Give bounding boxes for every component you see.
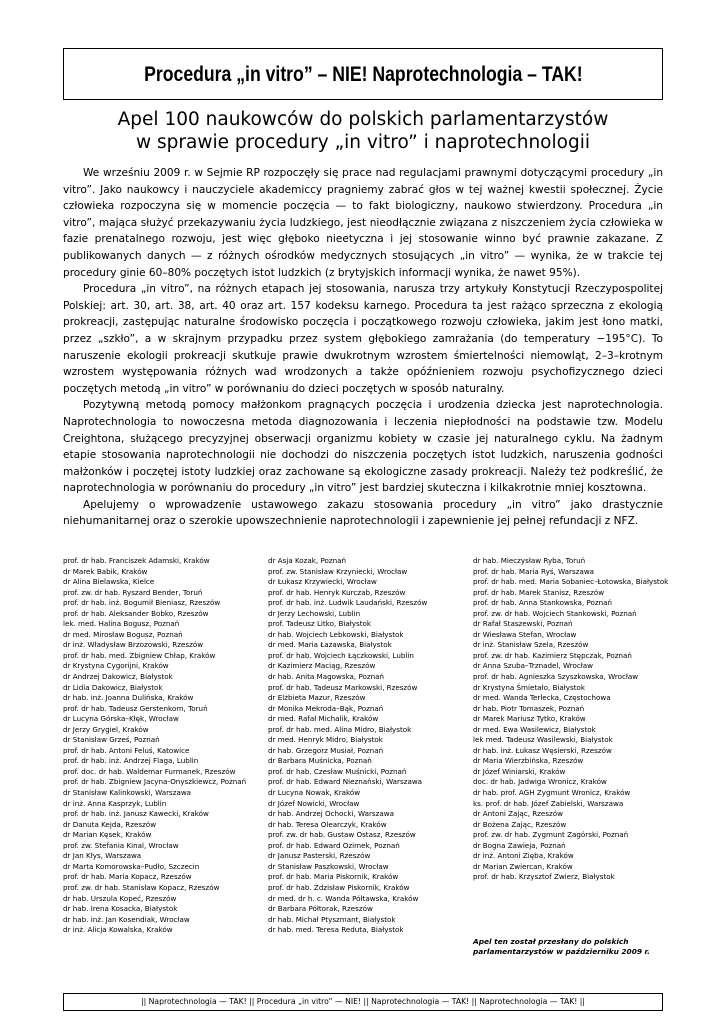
signatory: prof. dr hab. inż. Andrzej Flaga, Lublin bbox=[63, 756, 199, 766]
signatory: dr hab. Teresa Olearczyk, Kraków bbox=[268, 819, 387, 829]
signatory: dr hab. med. Teresa Reduta, Białystok bbox=[268, 925, 404, 935]
signatory: dr med. Ewa Wasilewicz, Białystok bbox=[473, 724, 596, 734]
paragraph: We wrześniu 2009 r. w Sejmie RP rozpoczęły się prace nad regulacjami prawnymi dotyczącymi procedury „in vitro”. Jako naukowcy i nauczyciele akademiccy pragniemy zabrać głos w tej ważnej kwestii społecznej. Życie człowieka rozpoczyna się w momencie poczęcia — to fakt biologiczny, naukowo stwierdzony. Procedura „in vitro”, mająca służyć przekazywaniu życia ludzkiego, jest nieodłącznie związana z niszczeniem życia człowieka w fazie prenatalnego rozwoju, jest więc głęboko nieetyczna i jej stosowanie winno być prawnie zakazane. Z publikowanych danych — z różnych ośrodków medycznych stosujących „in vitro” — wynika, że w trakcie tej procedury ginie 60–80% poczętych istot ludzkich (z brytyjskich informacji wynika, że nawet 95%). bbox=[63, 167, 663, 279]
signatory: dr Józef Winiarski, Kraków bbox=[473, 766, 566, 776]
signatory: prof. dr hab. Tadeusz Markowski, Rzeszów bbox=[268, 682, 418, 692]
signatory: dr inż. Alicja Kowalska, Kraków bbox=[63, 925, 173, 935]
signatory: dr Krystyna Cygorijni, Kraków bbox=[63, 661, 169, 671]
signatory: dr Stanisław Paszkowski, Wrocław bbox=[268, 861, 389, 871]
footer-bar: || Naprotechnologia — TAK! || Procedura „in vitro” — NIE! || Naprotechnologia — TAK! || Naprotechnologia — TAK! || bbox=[63, 993, 663, 1011]
signatory: dr Jerzy Lechowski, Lublin bbox=[268, 608, 361, 618]
signatory: prof. dr hab. Franciszek Adamski, Kraków bbox=[63, 556, 210, 565]
paragraph: Apelujemy o wprowadzenie ustawowego zakazu stosowania procedury „in vitro” jako drastycznie niehumanitarnej oraz o szerokie upowszechnienie naprotechnologii i zapewnienie jej pełnej refundacji z NFZ. bbox=[63, 498, 663, 528]
signatories-column-1 bbox=[63, 556, 263, 936]
signatory: prof. zw. dr hab. Stanisław Kopacz, Rzeszów bbox=[63, 882, 220, 892]
signatory: dr med. Maria Łazawska, Białystok bbox=[268, 640, 392, 650]
signatory: dr hab. Wojciech Lebkowski, Białystok bbox=[268, 629, 404, 639]
signatory: dr Wiesława Stefan, Wrocław bbox=[473, 629, 577, 639]
signatory: dr Łukasz Krzywiecki, Wrocław bbox=[268, 577, 377, 587]
signatory: dr hab. Andrzej Ochocki, Warszawa bbox=[268, 809, 394, 819]
page-title bbox=[63, 108, 663, 154]
signatory: prof. zw. dr hab. Ryszard Bender, Toruń bbox=[63, 587, 203, 597]
signatory: dr Marian Kęsek, Kraków bbox=[63, 830, 152, 840]
signatory: dr Lidia Dakowicz, Białystok bbox=[63, 682, 163, 692]
signatory: dr Stanisław Kalinkowski, Warszawa bbox=[63, 788, 192, 798]
signatory: dr hab. inż. Jan Kosendiak, Wrocław bbox=[63, 914, 190, 924]
signatory: dr Monika Mekroda–Bąk, Poznań bbox=[268, 703, 384, 713]
signatory: dr hab. Michał Ptyszmant, Białystok bbox=[268, 914, 396, 924]
signatory: dr Maria Wierzbińska, Rzeszów bbox=[473, 756, 584, 766]
signatory: dr Marta Komorowska–Pudło, Szczecin bbox=[63, 861, 200, 871]
signatory: ks. prof. dr hab. Józef Zabielski, Warszawa bbox=[473, 798, 624, 808]
signatory: prof. dr hab. inż. Bogumił Bieniasz, Rzeszów bbox=[63, 598, 221, 608]
signatory: dr Marek Babik, Kraków bbox=[63, 566, 148, 576]
signatory: dr hab. Urszula Kopeć, Rzeszów bbox=[63, 893, 177, 903]
signatory: prof. dr hab. med. Alina Midro, Białystok bbox=[268, 724, 412, 734]
signatory: dr Antoni Zając, Rzeszów bbox=[473, 809, 563, 819]
signatory: prof. dr hab. Maria Piskornik, Kraków bbox=[268, 872, 399, 882]
signatory: dr hab. inż. Łukasz Węsierski, Rzeszów bbox=[473, 745, 612, 755]
paragraph: Pozytywną metodą pomocy małżonkom pragnących poczęcia i urodzenia dziecka jest naprotechnologia. Naprotechnologia to nowoczesna metoda diagnozowania i leczenia niepłodności na podstawie tzw. Modelu Creightona, służącego precyzyjnej obserwacji organizmu kobiety w czasie jej naturalnego cyklu. Na żadnym etapie stosowania naprotechnologii nie dochodzi do niszczenia poczętych istot ludzkich, naruszenia godności małżonków i poczętej istoty ludzkiej oraz zachowane są ekologiczne zasady prokreacji. Należy też podkreślić, że naprotechnologia w porównaniu do procedury „in vitro” jest bardziej skuteczna i kilkakrotnie mniej kosztowna. bbox=[63, 399, 663, 495]
signatory: prof. dr hab. Zbigniew Jacyna-Onyszkiewcz, Poznań bbox=[63, 777, 247, 787]
signatory: lek med. Tadeusz Wasilewski, Białystok bbox=[473, 735, 613, 745]
signatory: dr inż. Stanisław Szela, Rzeszów bbox=[473, 640, 589, 650]
signatory: prof. dr hab. Agnieszka Szyszkowska, Wrocław bbox=[473, 672, 639, 682]
signatory: dr hab. Anita Magowska, Poznań bbox=[268, 672, 385, 682]
signatory: dr Janusz Pasterski, Rzeszów bbox=[268, 851, 371, 861]
signatory: dr med. dr h. c. Wanda Półtawska, Kraków bbox=[268, 893, 419, 903]
signatory: prof. dr hab. Wojciech Łączkowski, Lublin bbox=[268, 650, 414, 660]
signatory: prof. Tadeusz Litko, Białystok bbox=[268, 619, 372, 629]
signatory: prof. dr hab. Czesław Muśnicki, Poznań bbox=[268, 766, 407, 776]
signatory: prof. dr hab. Aleksander Bobko, Rzeszów bbox=[63, 608, 209, 618]
signatory: dr Danuta Kejda, Rzeszów bbox=[63, 819, 157, 829]
signatory: dr Marian Zwiercan, Kraków bbox=[473, 861, 573, 871]
signatory: prof. dr hab. Krzysztof Zwierz, Białystok bbox=[473, 872, 615, 882]
signatory: prof. zw. dr hab. Kazimierz Stępczak, Poznań bbox=[473, 650, 632, 660]
title-line-2: w sprawie procedury „in vitro” i naprotechnologii bbox=[136, 132, 590, 153]
signatories bbox=[63, 556, 669, 980]
signatory: dr Asja Kozak, Poznań bbox=[268, 556, 347, 565]
signatory: dr Barbara Muśnicka, Poznań bbox=[268, 756, 372, 766]
signatory: prof. dr hab. med. Maria Sobaniec–Łotowska, Białystok bbox=[473, 577, 669, 587]
signatory: prof. dr hab. Tadeusz Gerstenkorn, Toruń bbox=[63, 703, 208, 713]
signatory: prof. zw. dr hab. Zygmunt Zagórski, Poznań bbox=[473, 830, 629, 840]
signatory: prof. dr hab. med. Zbigniew Chłap, Kraków bbox=[63, 650, 216, 660]
signatory: dr med. Henryk Midro, Białystok bbox=[268, 735, 383, 745]
sent-note: Apel ten został przesłany do polskich parlamentarzystów w październiku 2009 r. bbox=[473, 937, 650, 956]
paragraph: Procedura „in vitro”, na różnych etapach jej stosowania, narusza trzy artykuły Konstytucji Rzeczypospolitej Polskiej: art. 30, art. 38, art. 40 oraz art. 157 kodeksu karnego. Procedura ta jest rażąco sprzeczna z ekologią prokreacji, zastępując naturalne środowisko poczęcia i początkowego rozwoju człowieka, jakim jest łono matki, przez „szkło”, a w skrajnym przypadku przez system głębokiego zamrażania (do temperatury −195°C). To naruszenie ekologii prokreacji skutkuje prawie dwukrotnym wzrostem śmiertelności niemowląt, 2–3–krotnym wzrostem występowania różnych wad wrodzonych a także opóźnieniem rozwoju psychofizycznego dzieci poczętych metodą „in vitro” w porównaniu do dzieci poczętych w sposób naturalny. bbox=[63, 283, 663, 395]
header-box bbox=[63, 48, 663, 100]
signatory: prof. zw. Stanisław Krzyniecki, Wrocław bbox=[268, 566, 408, 576]
signatory: dr Bogna Zawieja, Poznań bbox=[473, 840, 566, 850]
signatories-column-2 bbox=[268, 556, 468, 936]
signatory: dr hab. inż. Joanna Dulińska, Kraków bbox=[63, 693, 194, 703]
signatory: prof. dr hab. Anna Stankowska, Poznań bbox=[473, 598, 613, 608]
signatory: prof. dr hab. Antoni Feluś, Katowice bbox=[63, 745, 190, 755]
signatory: dr inż. Antoni Zięba, Kraków bbox=[473, 851, 574, 861]
signatory: dr Stanisław Grześ, Poznań bbox=[63, 735, 160, 745]
signatory: prof. dr hab. inż. Janusz Kawecki, Kraków bbox=[63, 809, 209, 819]
header-title: Procedura „in vitro” – NIE! Naprotechnologia – TAK! bbox=[143, 61, 583, 86]
signatory: prof. dr hab. Henryk Kurczab, Rzeszów bbox=[268, 587, 406, 597]
signatory: prof. dr hab. Zdzisław Piskornik, Kraków bbox=[268, 882, 410, 892]
signatory: dr Józef Nowicki, Wrocław bbox=[268, 798, 360, 808]
signatory: dr Lucyna Górska–Kłęk, Wrocław bbox=[63, 714, 179, 724]
signatory: dr med. Wanda Terlecka, Częstochowa bbox=[473, 693, 611, 703]
signatory: prof. dr hab. Marek Stanisz, Rzeszów bbox=[473, 587, 605, 597]
signatory: dr Kazimierz Maciąg, Rzeszów bbox=[268, 661, 376, 671]
signatory: dr Bożena Zając, Rzeszów bbox=[473, 819, 567, 829]
signatory: dr Rafał Staszewski, Poznań bbox=[473, 619, 573, 629]
signatory: prof. dr hab. Edward Ozimek, Poznań bbox=[268, 840, 400, 850]
signatory: dr Krystyna Śmietało, Białystok bbox=[473, 682, 586, 692]
signatory: prof. zw. dr hab. Wojciech Stankowski, Poznań bbox=[473, 608, 637, 618]
signatory: dr Alina Bielawska, Kielce bbox=[63, 577, 155, 587]
appeal-body bbox=[63, 165, 663, 530]
signatory: dr Anna Szuba–Trznadel, Wrocław bbox=[473, 661, 594, 671]
signatory: dr Andrzej Dakowicz, Białystok bbox=[63, 672, 173, 682]
signatory: dr Marek Mariusz Tytko, Kraków bbox=[473, 714, 586, 724]
signatory: prof. dr hab. Maria Kopacz, Rzeszów bbox=[63, 872, 192, 882]
signatory: lek. med. Halina Bogusz, Poznań bbox=[63, 619, 180, 629]
signatory: prof. zw. Stefania Kinal, Wrocław bbox=[63, 840, 179, 850]
signatory: prof. dr hab. Maria Ryś, Warszawa bbox=[473, 566, 595, 576]
signatory: dr inż. Władysław Brzozowski, Rzeszów bbox=[63, 640, 204, 650]
signatory: prof. dr hab. inż. Ludwik Laudański, Rzeszów bbox=[268, 598, 428, 608]
signatory: dr Barbara Półtorak, Rzeszów bbox=[268, 904, 373, 914]
signatory: dr Jan Kłys, Warszawa bbox=[63, 851, 142, 861]
signatory: dr hab. Mieczysław Ryba, Toruń bbox=[473, 556, 586, 565]
signatory: prof. dr hab. Edward Nieznański, Warszawa bbox=[268, 777, 423, 787]
signatory: dr hab. Grzegorz Musiał, Poznań bbox=[268, 745, 384, 755]
signatory: dr inż. Anna Kasprzyk, Lublin bbox=[63, 798, 167, 808]
signatory: dr Jerzy Grygiel, Kraków bbox=[63, 724, 149, 734]
signatory: dr Elżbieta Mazur, Rzeszów bbox=[268, 693, 366, 703]
title-line-1: Apel 100 naukowców do polskich parlamentarzystów bbox=[117, 109, 609, 130]
signatory: dr med. Mirosław Bogusz, Poznań bbox=[63, 629, 183, 639]
signatory: dr hab. Irena Kosacka, Białystok bbox=[63, 904, 178, 914]
signatories-column-3 bbox=[473, 556, 673, 883]
signatory: doc. dr hab. Jadwiga Wronicz, Kraków bbox=[473, 777, 607, 787]
signatory: dr Lucyna Nowak, Kraków bbox=[268, 788, 361, 798]
signatory: dr med. Rafał Michalik, Kraków bbox=[268, 714, 379, 724]
signatory: prof. doc. dr hab. Waldemar Furmanek, Rzeszów bbox=[63, 766, 236, 776]
signatory: dr hab. Piotr Tomaszek, Poznań bbox=[473, 703, 585, 713]
signatory: prof. zw. dr hab. Gustaw Ostasz, Rzeszów bbox=[268, 830, 416, 840]
signatory: dr hab. prof. AGH Zygmunt Wronicz, Kraków bbox=[473, 788, 631, 798]
